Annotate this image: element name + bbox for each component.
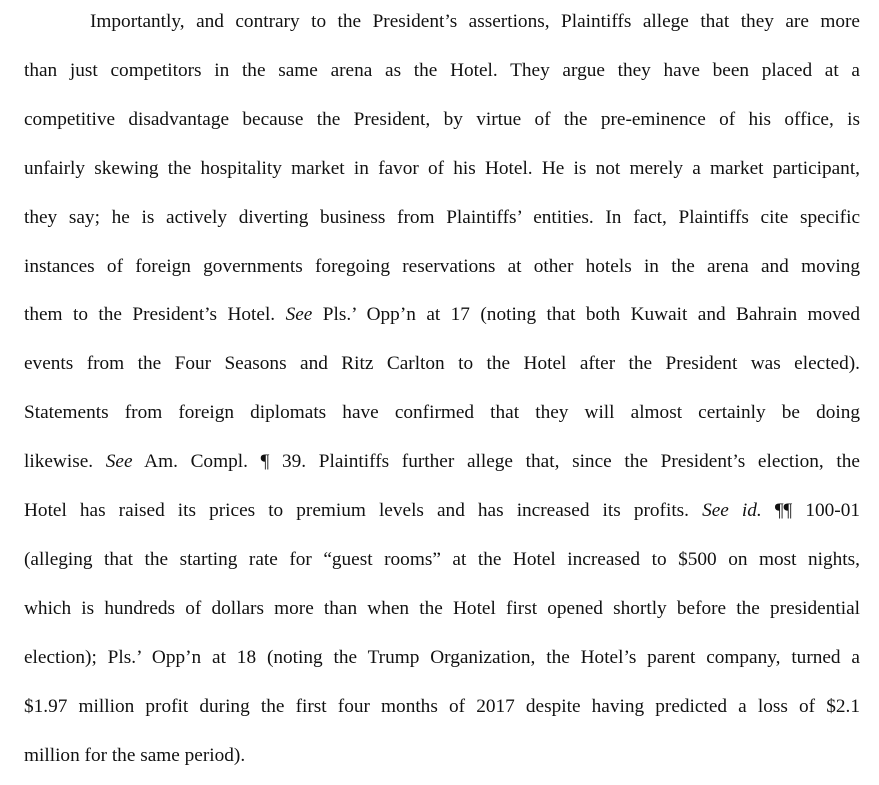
text-run: which is hundreds of dollars more than when the Hotel first opened shortly before the presidential bbox=[24, 597, 860, 619]
text-line bbox=[24, 597, 860, 621]
citation-signal: See bbox=[105, 451, 133, 473]
text-line bbox=[90, 10, 860, 34]
text-line bbox=[24, 744, 860, 768]
citation-signal: See id. bbox=[702, 500, 762, 521]
text-line bbox=[24, 157, 860, 181]
text-line bbox=[24, 646, 860, 670]
text-run: Statements from foreign diplomats have confirmed that they will almost certainly be doing bbox=[24, 402, 860, 424]
text-run: election); Pls.’ Opp’n at 18 (noting the Trump Organization, the Hotel’s parent company, turned a bbox=[24, 646, 860, 668]
text-run: competitive disadvantage because the President, by virtue of the pre-eminence of his office, is bbox=[24, 108, 860, 130]
text-run: Pls.’ Opp’n at 17 (noting that both Kuwait and Bahrain moved bbox=[312, 304, 861, 326]
text-line bbox=[24, 695, 860, 719]
text-line bbox=[24, 108, 860, 132]
text-run: instances of foreign governments foregoing reservations at other hotels in the arena and moving bbox=[24, 255, 860, 277]
text-line bbox=[24, 450, 860, 474]
document-page bbox=[24, 0, 864, 785]
text-run: events from the Four Seasons and Ritz Carlton to the Hotel after the President was elected). bbox=[24, 353, 860, 375]
text-run: ¶¶ 100-01 bbox=[761, 500, 860, 521]
text-line bbox=[24, 499, 860, 523]
text-line bbox=[24, 303, 860, 327]
text-run: (alleging that the starting rate for “guest rooms” at the Hotel increased to $500 on most nights, bbox=[24, 548, 860, 570]
text-run: they say; he is actively diverting business from Plaintiffs’ entities. In fact, Plaintiffs cite specific bbox=[24, 206, 860, 228]
text-run: likewise. bbox=[24, 451, 106, 473]
text-run: $1.97 million profit during the first four months of 2017 despite having predicted a loss of $2.1 bbox=[24, 695, 860, 717]
text-line bbox=[24, 255, 860, 279]
text-line bbox=[24, 401, 860, 425]
text-line bbox=[24, 548, 860, 572]
text-run: Hotel has raised its prices to premium levels and has increased its profits. bbox=[24, 500, 703, 521]
citation-signal: See bbox=[285, 304, 313, 326]
text-run: than just competitors in the same arena as the Hotel. They argue they have been placed at a bbox=[24, 59, 860, 81]
text-run: million for the same period). bbox=[24, 744, 246, 766]
text-line bbox=[24, 59, 860, 83]
text-run: Importantly, and contrary to the President’s assertions, Plaintiffs allege that they are more bbox=[90, 11, 860, 32]
text-run: them to the President’s Hotel. bbox=[24, 304, 286, 326]
text-run: Am. Compl. ¶ 39. Plaintiffs further allege that, since the President’s election, the bbox=[132, 451, 860, 473]
text-run: unfairly skewing the hospitality market in favor of his Hotel. He is not merely a market participant, bbox=[24, 157, 860, 179]
text-line bbox=[24, 206, 860, 230]
text-line bbox=[24, 352, 860, 376]
